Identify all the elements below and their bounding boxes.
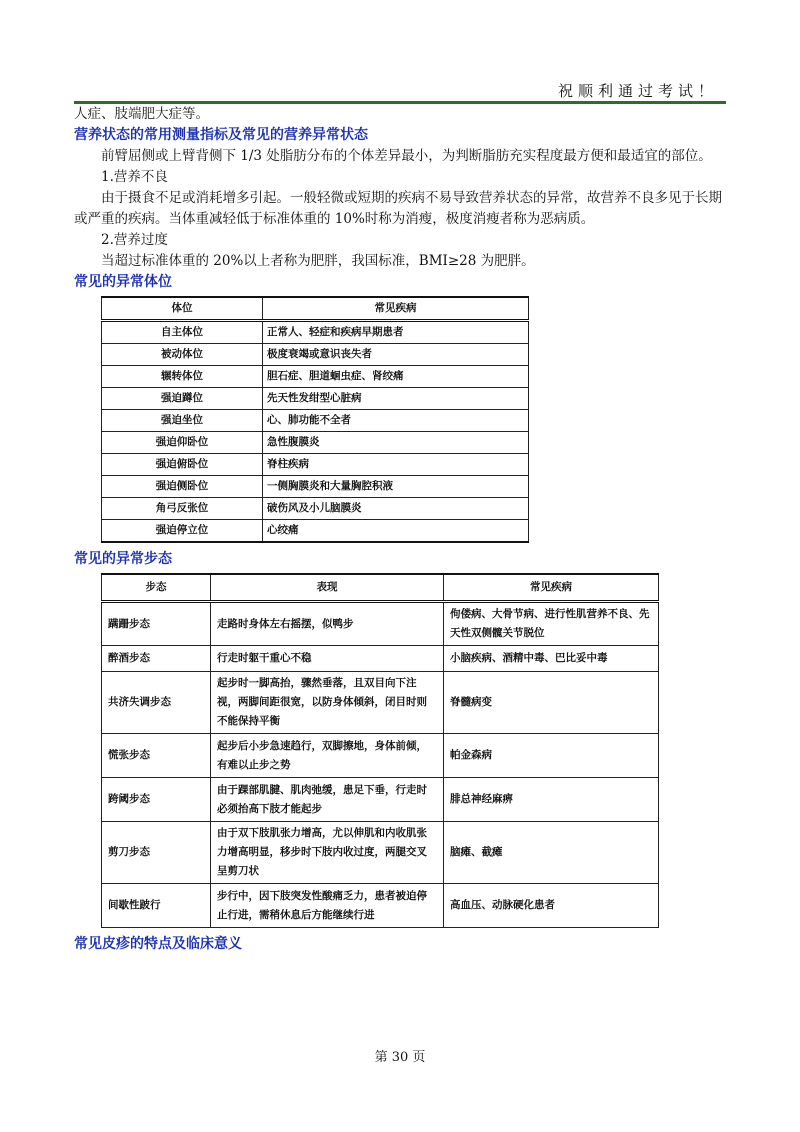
- column-header: 表现: [211, 574, 444, 602]
- table-cell: 行走时躯干重心不稳: [211, 646, 444, 672]
- table-cell: 极度衰竭或意识丧失者: [263, 344, 529, 366]
- table-cell: 强迫坐位: [102, 410, 263, 432]
- table-row: [102, 778, 659, 822]
- table-row: [102, 366, 529, 388]
- gait-table: [101, 573, 659, 928]
- column-header: 步态: [102, 574, 211, 602]
- table-cell: 小脑疾病、酒精中毒、巴比妥中毒: [444, 646, 659, 672]
- table-row: [102, 388, 529, 410]
- table-cell: 剪刀步态: [102, 822, 211, 884]
- table-cell: 被动体位: [102, 344, 263, 366]
- table-cell: 辗转体位: [102, 366, 263, 388]
- table-row: [102, 410, 529, 432]
- table-cell: 起步后小步急速趋行，双脚擦地，身体前倾，有难以止步之势: [211, 734, 444, 778]
- subheading-malnutrition: 1.营养不良: [101, 169, 168, 185]
- table-cell: 间歇性跛行: [102, 884, 211, 928]
- table-cell: 强迫俯卧位: [102, 454, 263, 476]
- table-cell: 步行中，因下肢突发性酸痛乏力，患者被迫停止行进，需稍休息后方能继续行进: [211, 884, 444, 928]
- table-cell: 由于踝部肌腱、肌肉弛缓，患足下垂，行走时必须抬高下肢才能起步: [211, 778, 444, 822]
- section-heading-gait: 常见的异常步态: [74, 551, 172, 567]
- table-cell: 胆石症、胆道蛔虫症、肾绞痛: [263, 366, 529, 388]
- table-cell: 正常人、轻症和疾病早期患者: [263, 321, 529, 344]
- header-slogan: 祝顺利通过考试！: [557, 82, 718, 100]
- table-header-row: [102, 574, 659, 602]
- section-heading-nutrition: 营养状态的常用测量指标及常见的营养异常状态: [74, 127, 368, 143]
- table-cell: 强迫侧卧位: [102, 476, 263, 498]
- table-row: [102, 822, 659, 884]
- table-cell: 心绞痛: [263, 520, 529, 543]
- table-cell: 先天性发绀型心脏病: [263, 388, 529, 410]
- table-cell: 走路时身体左右摇摆，似鸭步: [211, 602, 444, 646]
- table-row: [102, 734, 659, 778]
- table-cell: 急性腹膜炎: [263, 432, 529, 454]
- table-row: [102, 672, 659, 734]
- table-cell: 蹒跚步态: [102, 602, 211, 646]
- subheading-overnutrition: 2.营养过度: [101, 232, 168, 248]
- table-row: [102, 520, 529, 543]
- table-cell: 强迫仰卧位: [102, 432, 263, 454]
- column-header: 常见疾病: [263, 297, 529, 321]
- section-heading-rash: 常见皮疹的特点及临床意义: [74, 936, 242, 952]
- paragraph-obesity: 当超过标准体重的 20%以上者称为肥胖，我国标准，BMI≥28 为肥胖。: [101, 253, 535, 269]
- table-cell: 跨阈步态: [102, 778, 211, 822]
- table-cell: 脊髓病变: [444, 672, 659, 734]
- table-cell: 破伤风及小儿脑膜炎: [263, 498, 529, 520]
- table-cell: 由于双下肢肌张力增高，尤以伸肌和内收肌张力增高明显，移步时下肢内收过度，两腿交叉呈剪刀状: [211, 822, 444, 884]
- table-cell: 共济失调步态: [102, 672, 211, 734]
- table-row: [102, 321, 529, 344]
- table-cell: 强迫蹲位: [102, 388, 263, 410]
- paragraph-malnutrition: 由于摄食不足或消耗增多引起。一般轻微或短期的疾病不易导致营养状态的异常，故营养不良多见于长期或严重的疾病。当体重减轻低于标准体重的 10%时称为消瘦，极度消瘦者称为恶病质。: [74, 190, 722, 227]
- table-cell: 一侧胸膜炎和大量胸腔积液: [263, 476, 529, 498]
- table-cell: 脑瘫、截瘫: [444, 822, 659, 884]
- table-row: [102, 476, 529, 498]
- table-row: [102, 602, 659, 646]
- table-row: [102, 454, 529, 476]
- table-cell: 自主体位: [102, 321, 263, 344]
- table-cell: 强迫停立位: [102, 520, 263, 543]
- paragraph-fat-measure: 前臂屈侧或上臂背侧下 1/3 处脂肪分布的个体差异最小，为判断脂肪充实程度最方便和最适宜的部位。: [101, 148, 712, 164]
- table-cell: 佝偻病、大骨节病、进行性肌营养不良、先天性双侧髋关节脱位: [444, 602, 659, 646]
- posture-table: [101, 296, 529, 543]
- table-cell: 高血压、动脉硬化患者: [444, 884, 659, 928]
- column-header: 体位: [102, 297, 263, 321]
- column-header: 常见疾病: [444, 574, 659, 602]
- table-cell: 角弓反张位: [102, 498, 263, 520]
- table-row: [102, 498, 529, 520]
- table-row: [102, 884, 659, 928]
- table-cell: 起步时一脚高抬，骤然垂落，且双目向下注视，两脚间距很宽，以防身体倾斜，闭目时则不能保持平衡: [211, 672, 444, 734]
- page-number: 第 30 页: [374, 1050, 426, 1065]
- table-row: [102, 432, 529, 454]
- continuation-line: 人症、肢端肥大症等。: [74, 106, 209, 122]
- table-cell: 腓总神经麻痹: [444, 778, 659, 822]
- table-cell: 心、肺功能不全者: [263, 410, 529, 432]
- table-row: [102, 344, 529, 366]
- table-cell: 帕金森病: [444, 734, 659, 778]
- section-heading-posture: 常见的异常体位: [74, 274, 172, 290]
- table-cell: 脊柱疾病: [263, 454, 529, 476]
- table-row: [102, 646, 659, 672]
- page-content: [74, 104, 726, 955]
- table-cell: 醉酒步态: [102, 646, 211, 672]
- table-cell: 慌张步态: [102, 734, 211, 778]
- table-header-row: [102, 297, 529, 321]
